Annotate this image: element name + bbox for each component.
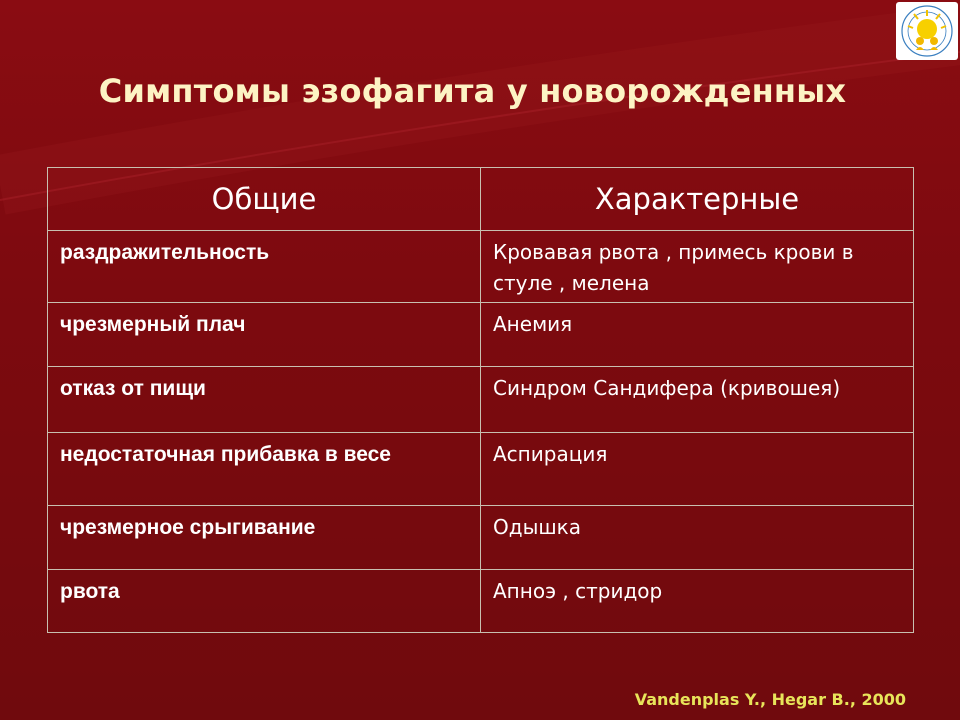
table-row bbox=[48, 367, 914, 433]
citation: Vandenplas Y., Hegar B., 2000 bbox=[634, 690, 906, 709]
general-symptom-cell: раздражительность bbox=[48, 231, 481, 303]
column-header-characteristic: Характерные bbox=[481, 168, 914, 231]
column-header-general: Общие bbox=[48, 168, 481, 231]
general-symptom-cell: рвота bbox=[48, 570, 481, 633]
table-row bbox=[48, 570, 914, 633]
table-row bbox=[48, 231, 914, 303]
symptoms-table bbox=[47, 167, 914, 633]
logo bbox=[896, 2, 958, 60]
characteristic-symptom-cell: Апноэ , стридор bbox=[481, 570, 914, 633]
table-row bbox=[48, 506, 914, 570]
table-row bbox=[48, 303, 914, 367]
sun-children-emblem-icon bbox=[896, 2, 958, 60]
general-symptom-cell: недостаточная прибавка в весе bbox=[48, 433, 481, 506]
table-row bbox=[48, 433, 914, 506]
general-symptom-cell: отказ от пищи bbox=[48, 367, 481, 433]
characteristic-symptom-cell: Кровавая рвота , примесь крови в стуле , мелена bbox=[481, 231, 914, 303]
characteristic-symptom-cell: Синдром Сандифера (кривошея) bbox=[481, 367, 914, 433]
slide-title: Симптомы эзофагита у новорожденных bbox=[98, 72, 847, 110]
characteristic-symptom-cell: Аспирация bbox=[481, 433, 914, 506]
characteristic-symptom-cell: Одышка bbox=[481, 506, 914, 570]
table-header-row bbox=[48, 168, 914, 231]
characteristic-symptom-cell: Анемия bbox=[481, 303, 914, 367]
general-symptom-cell: чрезмерный плач bbox=[48, 303, 481, 367]
general-symptom-cell: чрезмерное срыгивание bbox=[48, 506, 481, 570]
